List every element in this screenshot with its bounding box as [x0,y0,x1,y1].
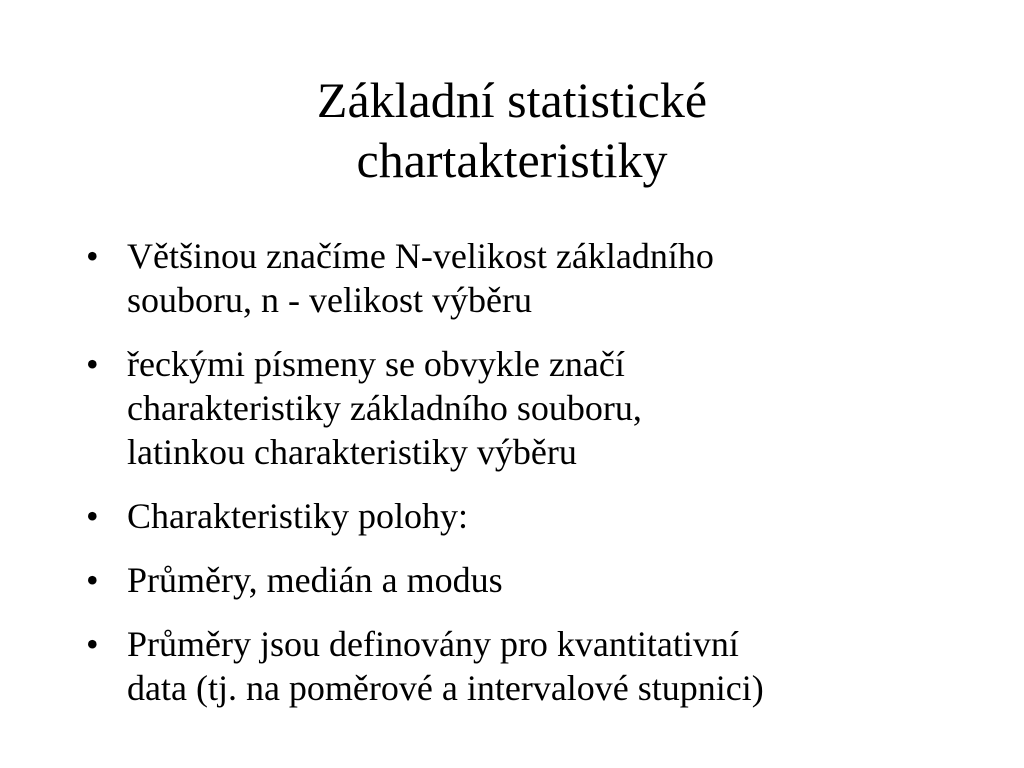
bullet-text-1 [127,234,966,322]
bullet-2-line-1: řeckými písmeny se obvykle značí [127,344,625,384]
bullet-2-line-2: charakteristiky základního souboru, [127,388,642,428]
bullet-marker: • [86,496,99,536]
slide-title [100,70,924,190]
bullet-text-5 [127,622,966,710]
bullet-marker: • [86,236,99,276]
bullet-1-line-2: souboru, n - velikost výběru [127,280,532,320]
bullet-item-2 [86,342,966,474]
bullet-item-1 [86,234,966,322]
bullet-marker: • [86,560,99,600]
bullet-2-line-3: latinkou charakteristiky výběru [127,432,577,472]
bullet-marker: • [86,624,99,664]
bullet-1-line-1: Většinou značíme N-velikost základního [127,236,714,276]
bullet-marker: • [86,344,99,384]
bullet-3-line-1: Charakteristiky polohy: [127,496,468,536]
bullet-list [86,234,966,730]
bullet-text-2 [127,342,966,474]
bullet-item-4 [86,558,966,602]
slide-title-line-2: chartakteristiky [356,132,668,188]
bullet-5-line-1: Průměry jsou definovány pro kvantitativní [127,624,739,664]
bullet-item-3 [86,494,966,538]
bullet-5-line-2: data (tj. na poměrové a intervalové stupnici) [127,668,764,708]
bullet-text-3 [127,494,966,538]
bullet-item-5 [86,622,966,710]
slide-title-line-1: Základní statistické [316,72,708,128]
bullet-text-4 [127,558,966,602]
bullet-4-line-1: Průměry, medián a modus [127,560,503,600]
